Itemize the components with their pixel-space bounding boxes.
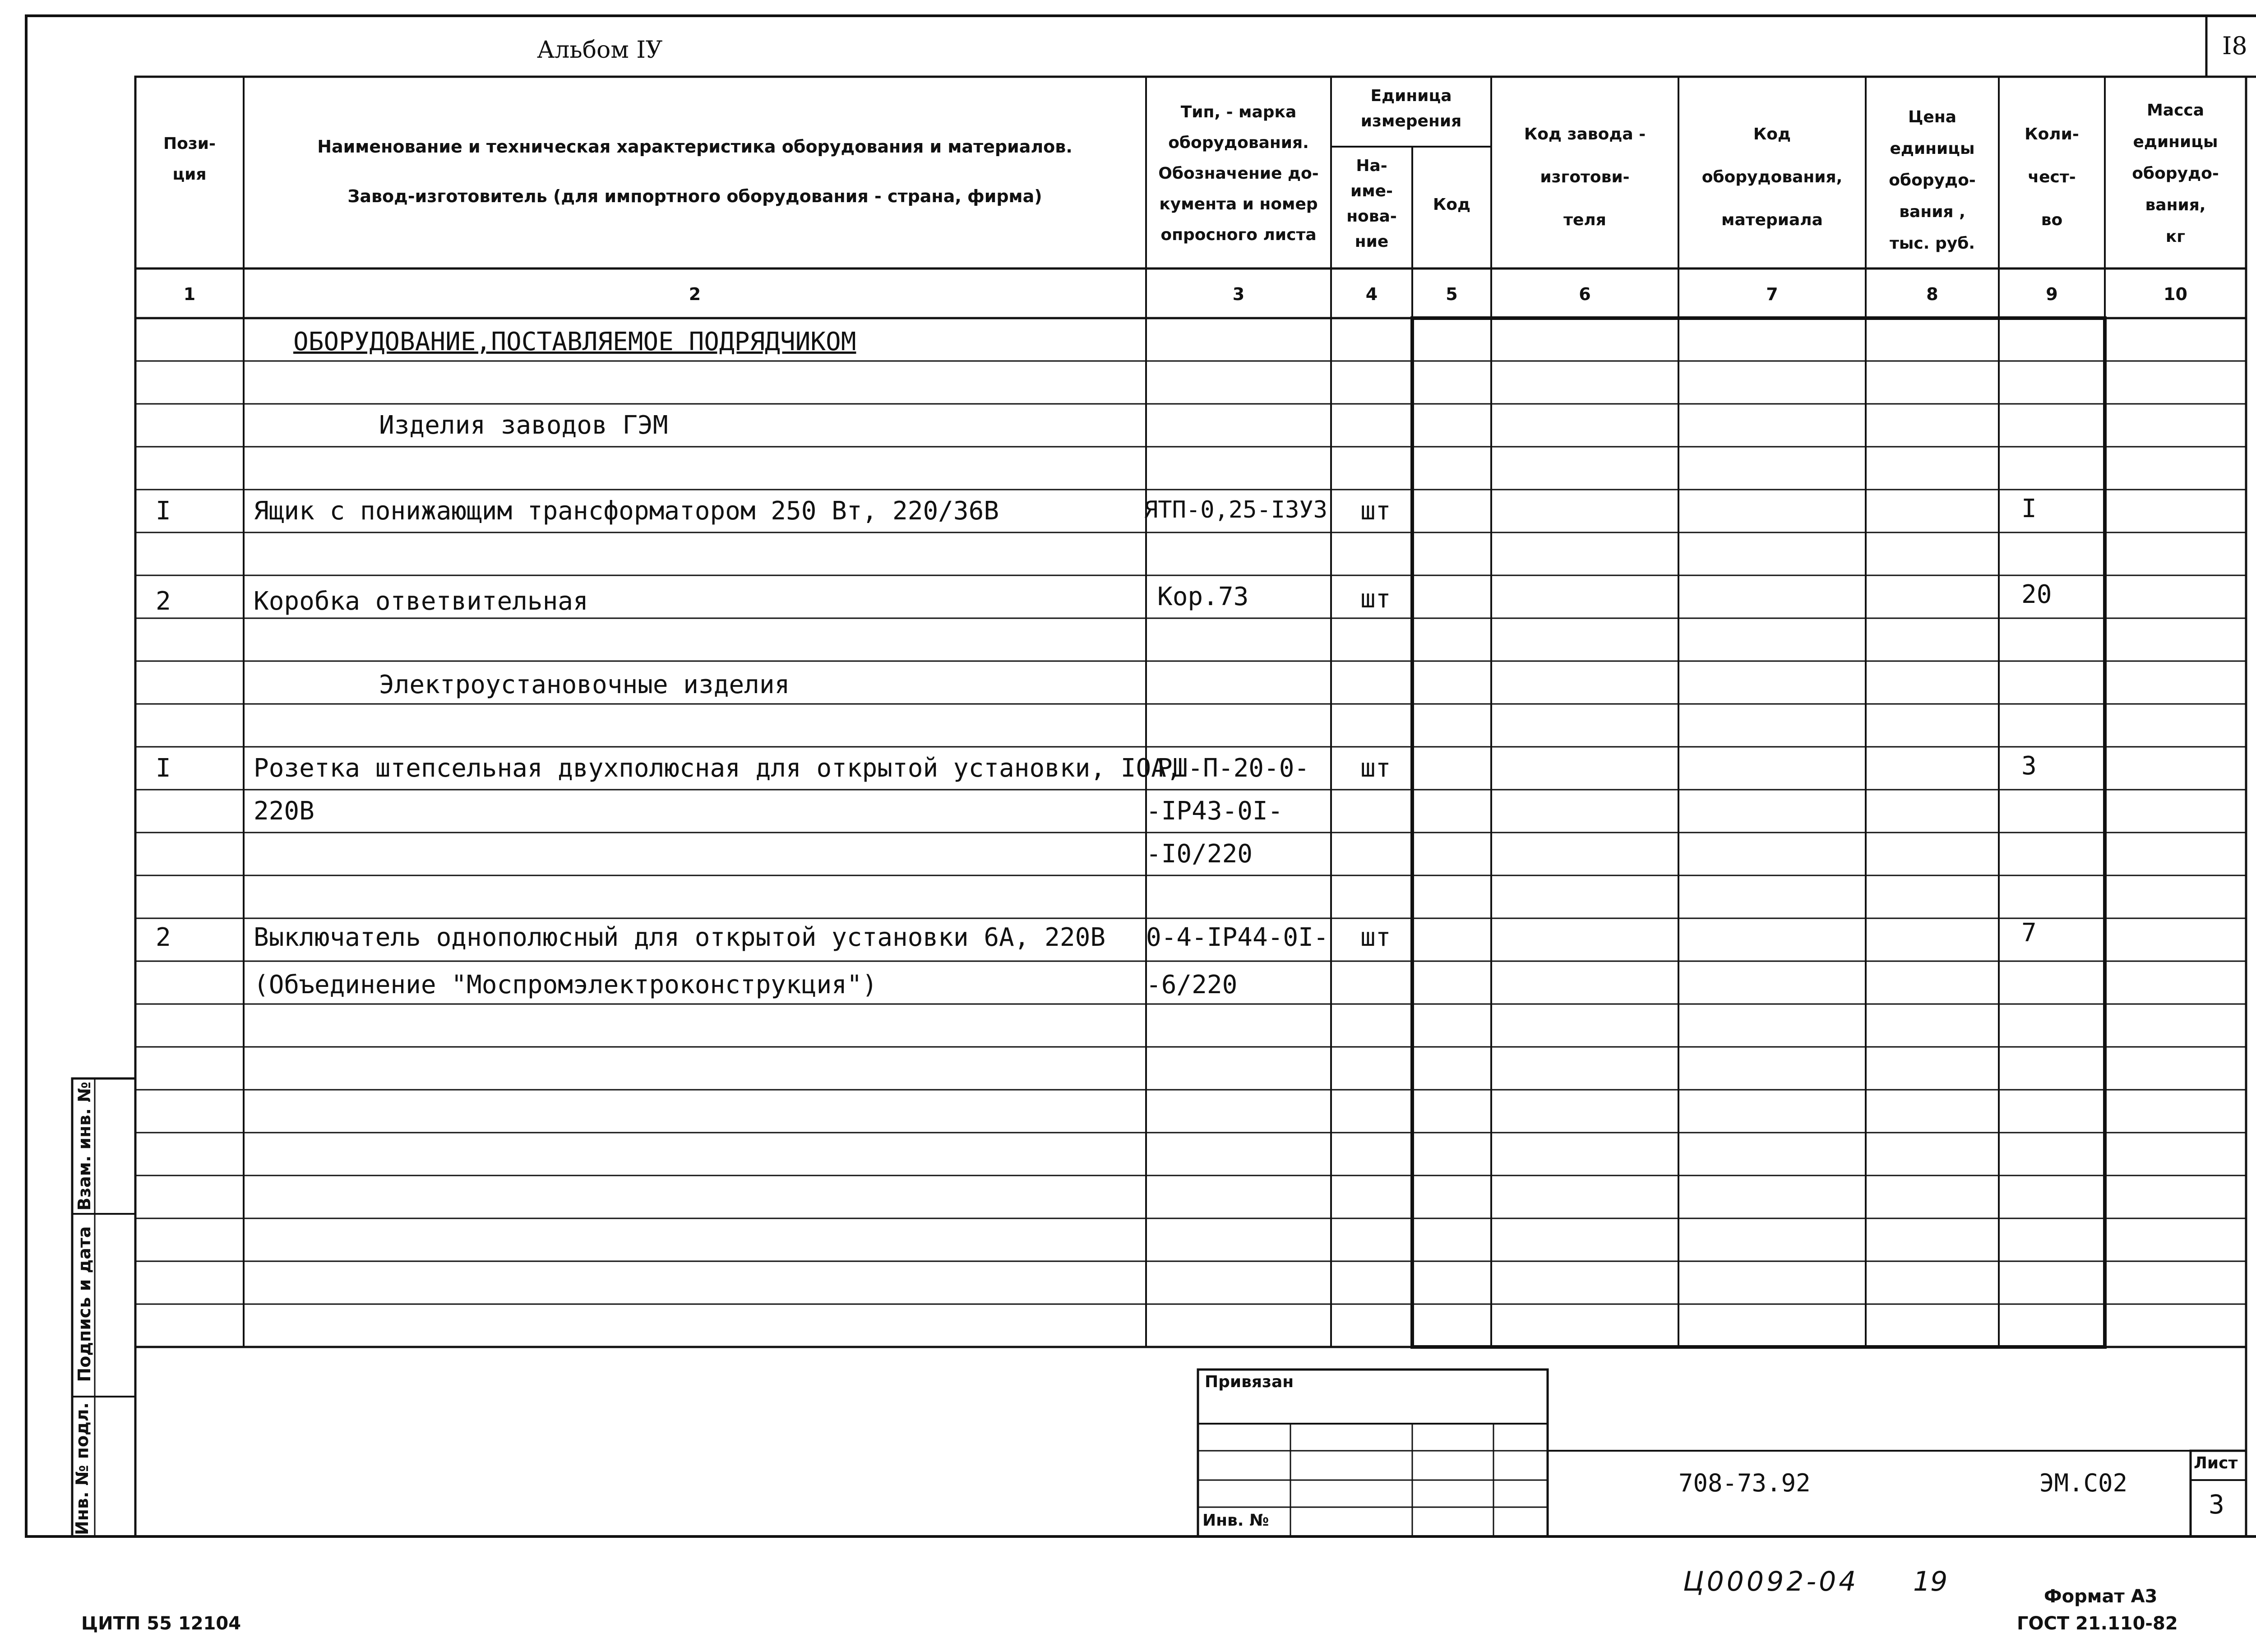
row-unit: шт <box>1360 496 1391 526</box>
row-position: 2 <box>156 923 171 952</box>
colnum-10: 10 <box>2164 284 2187 304</box>
row-unit: шт <box>1360 754 1391 783</box>
row-name: Коробка ответвительная <box>254 587 588 616</box>
row-type: -IP43-0I- <box>1146 796 1283 826</box>
bound-block-inv: Инв. № <box>1202 1511 1269 1530</box>
row-quantity: 7 <box>2021 918 2037 948</box>
sheet-corner-number: I8 <box>2222 32 2247 60</box>
publisher-label: ЦИТП 55 12104 <box>81 1613 241 1634</box>
colnum-4: 4 <box>1365 284 1378 304</box>
gost-label: ГОСТ 21.110-82 <box>2017 1613 2178 1634</box>
row-quantity: 20 <box>2021 580 2052 609</box>
header-unit-group: Единица измерения <box>1360 87 1462 130</box>
subsection-heading: Изделия заводов ГЭМ <box>379 411 668 440</box>
row-name: Выключатель однополюсный для открытой установки 6А, 220В <box>254 923 1106 952</box>
row-type: ЯТП-0,25-I3У3 <box>1144 496 1327 523</box>
row-position: I <box>156 496 171 526</box>
row-unit: шт <box>1360 584 1391 614</box>
sheet-label: Лист <box>2194 1454 2238 1472</box>
header-unit-code: Код <box>1433 195 1471 214</box>
row-type: -6/220 <box>1146 970 1238 1000</box>
header-type: Тип, - марка оборудования. Обозначение до- кумента и номер опросного листа <box>1158 103 1319 244</box>
album-title: Альбом IУ <box>537 37 663 64</box>
row-quantity: 3 <box>2021 751 2037 781</box>
header-unit-name: На- име- нова- ние <box>1346 157 1397 251</box>
row-position: 2 <box>156 587 171 616</box>
row-unit: шт <box>1360 923 1391 952</box>
colnum-3: 3 <box>1232 284 1245 304</box>
bound-block-title: Привязан <box>1205 1373 1294 1391</box>
section-heading: ОБОРУДОВАНИЕ,ПОСТАВЛЯЕМОЕ ПОДРЯДЧИКОМ <box>293 327 856 356</box>
row-type: 0-4-IP44-0I- <box>1146 923 1329 952</box>
colnum-7: 7 <box>1766 284 1778 304</box>
row-type: -I0/220 <box>1146 839 1253 869</box>
colnum-1: 1 <box>183 284 196 304</box>
archive-code: Ц00092-04 <box>1683 1566 1859 1597</box>
header-factory-code: Код завода - изготови- теля <box>1524 125 1646 229</box>
row-quantity: I <box>2021 494 2037 523</box>
colnum-2: 2 <box>689 284 701 304</box>
row-name: 220В <box>254 796 314 826</box>
format-label: Формат А3 <box>2044 1586 2158 1607</box>
header-quantity: Коли- чест- во <box>2025 125 2079 229</box>
row-position: I <box>156 754 171 783</box>
header-mass: Масса единицы оборудо- вания, кг <box>2132 101 2219 246</box>
colnum-9: 9 <box>2046 284 2058 304</box>
row-type: Кор.73 <box>1157 582 1249 611</box>
header-price: Цена единицы оборудо- вания , тыс. руб. <box>1889 108 1976 253</box>
row-type: РШ-П-20-0- <box>1157 754 1310 783</box>
colnum-8: 8 <box>1926 284 1938 304</box>
header-position: Пози- ция <box>163 134 216 184</box>
row-name: Ящик с понижающим трансформатором 250 Вт, 220/36В <box>254 496 999 526</box>
doc-mark: ЭМ.С02 <box>2039 1469 2128 1497</box>
header-name: Наименование и техническая характеристика оборудования и материалов. Завод-изготовитель (для импортного оборудования - страна, фирма) <box>317 137 1073 206</box>
header-material-code: Код оборудования, материала <box>1701 125 1843 229</box>
side-stamp-sign-date: Подпись и дата <box>74 1226 94 1382</box>
subsection-heading: Электроустановочные изделия <box>379 670 790 699</box>
doc-code: 708-73.92 <box>1678 1469 1811 1497</box>
colnum-6: 6 <box>1579 284 1591 304</box>
colnum-5: 5 <box>1446 284 1458 304</box>
side-stamp-replace-inv: Взам. инв. № <box>74 1082 94 1211</box>
side-stamp-inv-orig: Инв. № подл. <box>72 1402 92 1536</box>
row-name: (Объединение "Моспромэлектроконструкция") <box>254 970 878 1000</box>
archive-page: 19 <box>1913 1566 1948 1597</box>
row-name: Розетка штепсельная двухполюсная для открытой установки, IOA, <box>254 754 1182 783</box>
sheet-number: 3 <box>2209 1489 2224 1520</box>
